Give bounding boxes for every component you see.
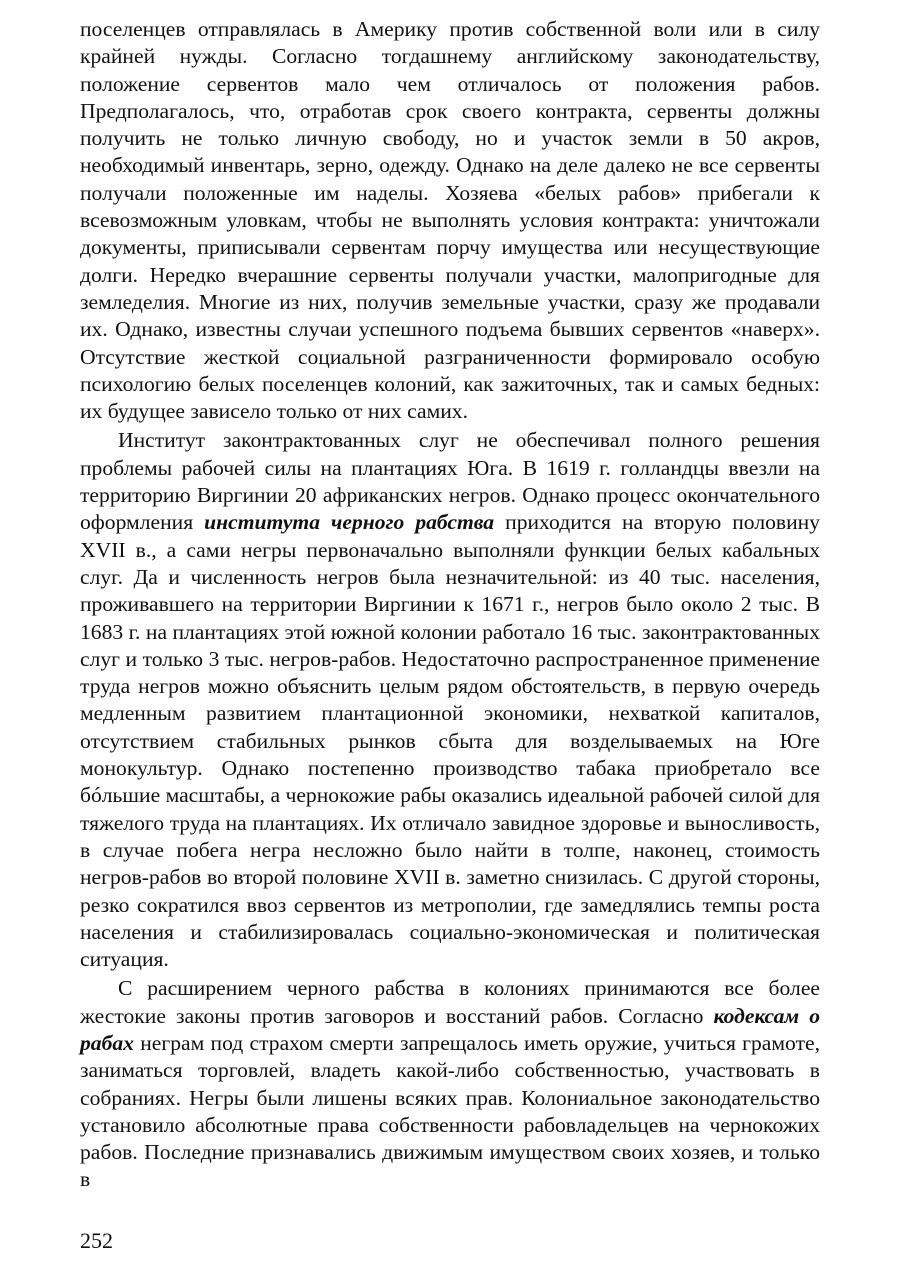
page-number: 252: [80, 1228, 113, 1253]
paragraph-servants: [80, 16, 820, 425]
emphasized-term: института черного рабства: [204, 510, 495, 535]
text-segment: Институт законтрактованных слуг не обеспечивал полного решения проблемы рабочей силы на плантациях Юга. В 1619 г. голландцы ввезли на территорию Виргинии 20 африканских негров. Однако процесс окончательного оформления: [80, 428, 820, 535]
text-segment: С расширением черного рабства в колониях принимаются все более жестокие законы против заговоров и восстаний рабов. Согласно: [80, 976, 820, 1028]
emphasized-term: кодексам о рабах: [80, 1003, 820, 1055]
text-segment: приходится на вторую половину XVII в., а сами негры первоначально выполняли функции белых кабальных слуг. Да и численность негров была незначительной: из 40 тыс. населения, проживавшего на территории Виргинии к 1671 г., негров было около 2 тыс. В 1683 г. на плантациях этой южной колонии работало 16 тыс. законтрактованных слуг и только 3 тыс. негров-рабов. Недостаточно распространенное применение труда негров можно объяснить целым рядом обстоятельств, в первую очередь медленным развитием плантационной экономики, нехваткой капиталов, отсутствием стабильных рынков сбыта для возделываемых на Юге монокультур. Однако постепенно производство табака приобретало все бóльшие масштабы, а чернокожие рабы оказались идеальной рабочей силой для тяжелого труда на плантациях. Их отличало завидное здоровье и выносливость, в случае побега негра несложно было найти в толпе, наконец, стоимость негров-рабов во второй половине XVII в. заметно снизилась. С другой стороны, резко сократился ввоз сервентов из метрополии, где замедлялись темпы роста населения и стабилизировалась социально-экономическая и политическая ситуация.: [80, 510, 820, 972]
paragraph-indentured-servants: [80, 427, 820, 973]
page-body: [80, 16, 820, 1194]
paragraph-slave-codes: [80, 975, 820, 1193]
text-segment: неграм под страхом смерти запрещалось иметь оружие, учиться грамоте, заниматься торговлей, владеть какой-либо собственностью, участвовать в собраниях. Негры были лишены всяких прав. Колониальное законодательство установило абсолютные права собственности рабовладельцев на чернокожих рабов. Последние признавались движимым имуществом своих хозяев, и только в: [80, 1030, 820, 1192]
text-segment: поселенцев отправлялась в Америку против собственной воли или в силу крайней нужды. Согласно тогдашнему английскому законодательству, положение сервентов мало чем отличалось от положения рабов. Предполагалось, что, отработав срок своего контракта, сервенты должны получить не только личную свободу, но и участок земли в 50 акров, необходимый инвентарь, зерно, одежду. Однако на деле далеко не все сервенты получали положенные им наделы. Хозяева «белых рабов» прибегали к всевозможным уловкам, чтобы не выполнять условия контракта: уничтожали документы, приписывали сервентам порчу имущества или несуществующие долги. Нередко вчерашние сервенты получали участки, малопригодные для земледелия. Многие из них, получив земельные участки, сразу же продавали их. Однако, известны случаи успешного подъема бывших сервентов «наверх». Отсутствие жесткой социальной разграниченности формировало особую психологию белых поселенцев колоний, как зажиточных, так и самых бедных: их будущее зависело только от них самих.: [80, 17, 820, 424]
